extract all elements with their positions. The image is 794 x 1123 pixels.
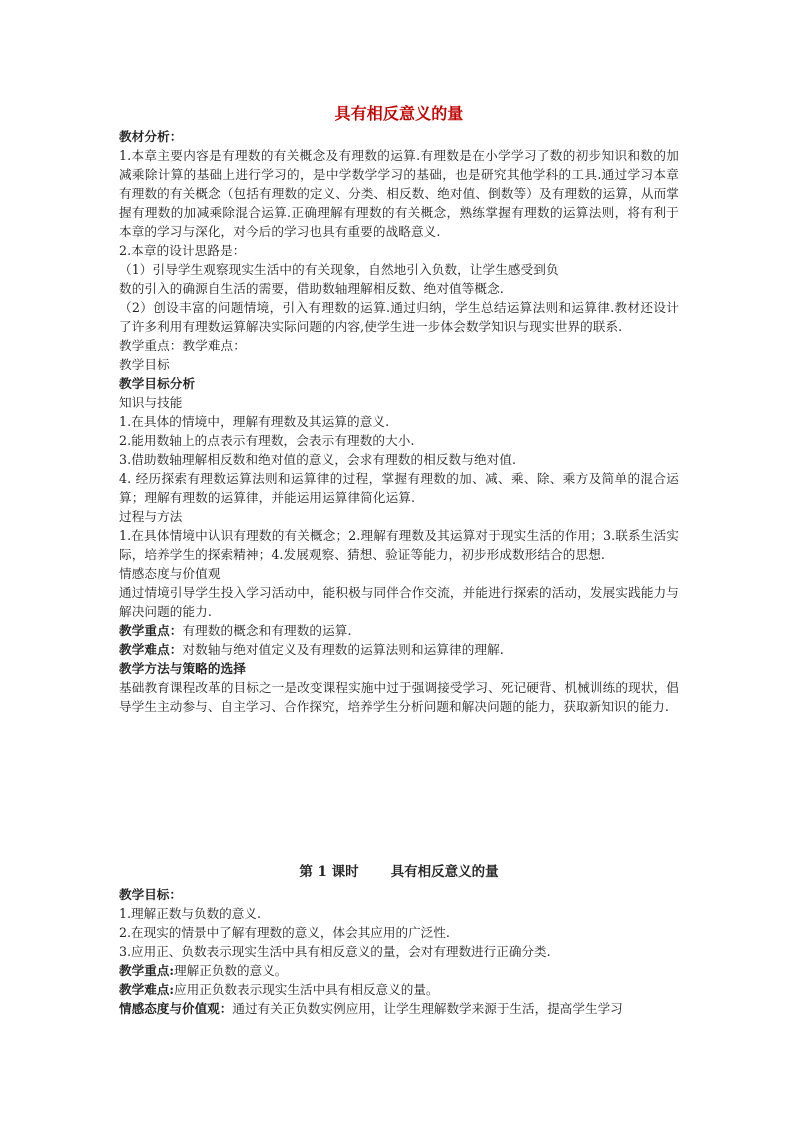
analysis-heading: 教材分析： — [119, 129, 183, 144]
emotion-values-text: 通过情境引导学生投入学习活动中，能积极与同伴合作交流，并能进行探索的活动，发展实践能力与解决问题的能力. — [119, 585, 679, 619]
analysis-paragraph-1: 1.本章主要内容是有理数的有关概念及有理数的运算.有理数是在小学学习了数的初步知识和数的加减乘除计算的基础上进行学习的，是中学数学学习的基础，也是研究其他学科的工具.通过学习本章有理数的有关概念（包括有理数的定义、分类、相反数、绝对值、倒数等）及有理数的运算，从而掌握有理数的加减乘除混合运算.正确理解有理数的有关概念，熟练掌握有理数的运算法则，将有利于本章的学习与深化，对今后的学习也具有重要的战略意义. — [119, 148, 679, 239]
lesson-objective-3: 3.应用正、负数表示现实生活中具有相反意义的量，会对有理数进行正确分类. — [119, 944, 551, 959]
difficulty-label: 教学难点： — [119, 642, 183, 657]
method-text: 基础教育课程改革的目标之一是改变课程实施中过于强调接受学习、死记硬背、机械训练的现状，倡导学生主动参与、自主学习、合作探究，培养学生分析问题和解决问题的能力，获取新知识的能力. — [119, 680, 679, 714]
objective-plain: 教学目标 — [119, 357, 170, 372]
process-method-heading: 过程与方法 — [119, 509, 183, 524]
analysis-paragraph-4: （2）创设丰富的问题情境，引入有理数的运算.通过归纳，学生总结运算法则和运算律.教材还设计了许多利用有理数运算解决实际问题的内容,使学生进一步体会数学知识与现实世界的联系. — [119, 300, 679, 334]
lesson-difficulty-line — [119, 980, 679, 999]
lesson-section — [119, 861, 679, 1018]
analysis-paragraph-2: 2.本章的设计思路是： — [119, 243, 246, 258]
key-point-line — [119, 621, 679, 640]
lesson-key-line — [119, 961, 679, 980]
lesson-difficulty-text: 应用正负数表示现实生活中具有相反意义的量。 — [174, 982, 439, 997]
lesson-emotion-label: 情感态度与价值观： — [119, 1001, 233, 1016]
knowledge-skills-heading: 知识与技能 — [119, 395, 183, 410]
page-title: 具有相反意义的量 — [334, 104, 464, 123]
objective-analysis-heading: 教学目标分析 — [119, 376, 196, 391]
lesson-objective-2: 2.在现实的情景中了解有理数的意义，体会其应用的广泛性. — [119, 925, 450, 940]
lesson-emotion-text: 通过有关正负数实例应用，让学生理解数学来源于生活，提高学生学习 — [232, 1001, 623, 1016]
knowledge-item-2: 2.能用数轴上的点表示有理数，会表示有理数的大小. — [119, 433, 415, 448]
lesson-difficulty-label: 教学难点: — [119, 982, 175, 997]
focus-difficulty-line: 教学重点：教学难点： — [119, 338, 246, 353]
key-point-label: 教学重点： — [119, 623, 183, 638]
knowledge-item-4: 4. 经历探索有理数运算法则和运算律的过程，掌握有理数的加、减、乘、除、乘方及简单的混合运算；理解有理数的运算律，并能运用运算律简化运算. — [119, 471, 679, 505]
analysis-paragraph-3b: 数的引入的确源自生活的需要，借助数轴理解相反数、绝对值等概念. — [119, 281, 504, 296]
difficulty-line — [119, 640, 679, 659]
knowledge-item-1: 1.在具体的情境中，理解有理数及其运算的意义. — [119, 414, 390, 429]
lesson-number: 第 1 课时 — [299, 864, 359, 880]
lesson-objective-1: 1.理解正数与负数的意义. — [119, 906, 261, 921]
knowledge-item-3: 3.借助数轴理解相反数和绝对值的意义，会求有理数的相反数与绝对值. — [119, 452, 517, 467]
analysis-paragraph-3a: （1）引导学生观察现实生活中的有关现象，自然地引入负数，让学生感受到负 — [119, 262, 559, 277]
emotion-values-heading: 情感态度与价值观 — [119, 566, 221, 581]
lesson-title-text: 具有相反意义的量 — [390, 864, 499, 880]
lesson-key-text: 理解正负数的意义。 — [174, 963, 288, 978]
process-method-text: 1.在具体情境中认识有理数的有关概念；2.理解有理数及其运算对于现实生活的作用；3.联系生活实际，培养学生的探索精神；4.发展观察、猜想、验证等能力，初步形成数形结合的思想. — [119, 528, 679, 562]
method-heading: 教学方法与策略的选择 — [119, 661, 246, 676]
lesson-title — [119, 861, 679, 883]
lesson-emotion-line — [119, 999, 679, 1018]
lesson-key-label: 教学重点: — [119, 963, 175, 978]
key-point-text: 有理数的概念和有理数的运算. — [182, 623, 352, 638]
difficulty-text: 对数轴与绝对值定义及有理数的运算法则和运算律的理解. — [182, 642, 504, 657]
lesson-objective-heading: 教学目标： — [119, 887, 182, 902]
chapter-section — [119, 103, 679, 716]
